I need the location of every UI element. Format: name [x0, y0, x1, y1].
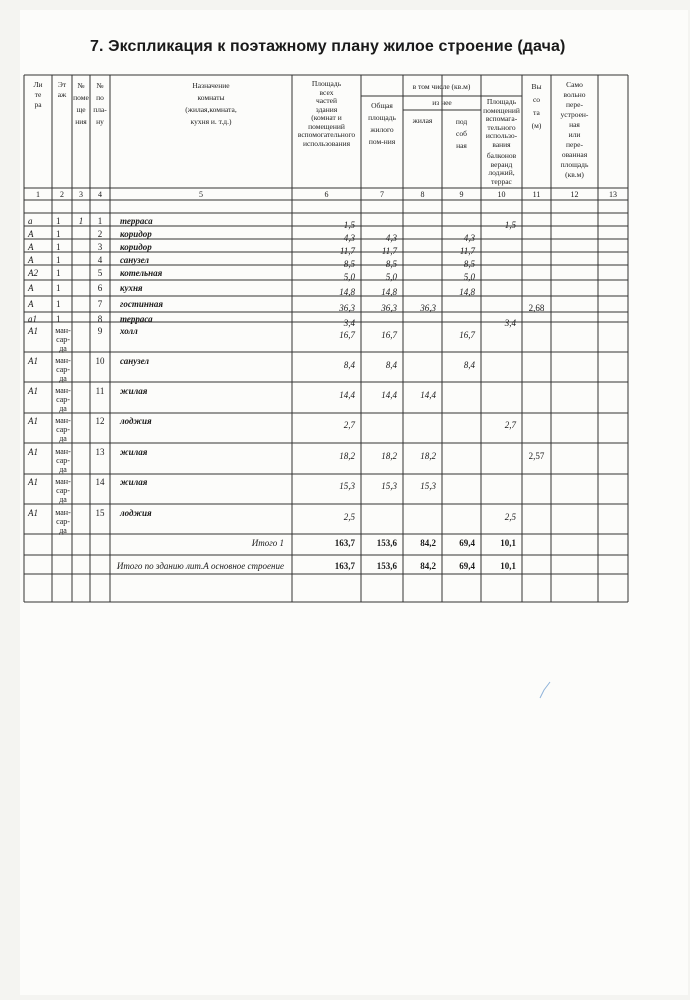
- column-number: 13: [609, 190, 617, 199]
- cell-litera: А: [28, 242, 34, 252]
- cell-podsobnaya: 8,4: [463, 360, 475, 370]
- cell-obshchaya: 15,3: [381, 481, 397, 491]
- cell-etazh-line: сар-: [56, 517, 70, 526]
- cell-etazh-line: да: [59, 526, 67, 535]
- header-ploshchad-vsekh-line: всех: [319, 87, 334, 97]
- cell-podsobnaya: 8,5: [463, 259, 475, 269]
- column-number: 9: [459, 190, 464, 199]
- cell-num: 15: [95, 508, 105, 518]
- header-samovolno-line: ованная: [561, 150, 588, 159]
- totals-obsh: 153,6: [376, 538, 397, 548]
- header-ploshchad-vsekh-line: Площадь: [311, 79, 342, 88]
- header-ploshchad-vsekh-line: здания: [315, 104, 338, 114]
- header-vspomog-line: тельного: [487, 122, 516, 132]
- cell-num: 8: [97, 314, 103, 324]
- header-naznachenie-line: (жилая,комната,: [185, 105, 237, 114]
- cell-name: жилая: [120, 386, 148, 396]
- header-samovolno-line: вольно: [563, 90, 586, 99]
- cell-obshchaya: 18,2: [381, 451, 397, 461]
- cell-litera: А1: [28, 477, 38, 487]
- cell-etazh: 1: [56, 242, 61, 252]
- cell-total: 14,8: [339, 287, 355, 297]
- cell-zhilaya: 14,4: [420, 390, 436, 400]
- header-vspomog-line: помещений: [483, 105, 520, 115]
- header-litera: [24, 80, 52, 110]
- cell-name: котельная: [120, 268, 163, 278]
- cell-litera: а: [28, 216, 33, 226]
- cell-etazh: [54, 326, 72, 353]
- totals-obsh: 153,6: [376, 561, 397, 571]
- header-samovolno: [551, 80, 598, 180]
- column-number: 5: [199, 190, 203, 199]
- cell-num: 3: [97, 242, 103, 252]
- header-pomeshch-line: ще: [76, 105, 86, 114]
- header-samovolno-line: ная: [569, 120, 580, 129]
- totals-zhil: 84,2: [420, 561, 436, 571]
- cell-num: 4: [97, 255, 103, 265]
- header-po-planu-line: по: [96, 93, 104, 102]
- totals-balk: 10,1: [500, 561, 516, 571]
- cell-balkony: 2,5: [504, 512, 516, 522]
- page-title: 7. Экспликация к поэтажному плану жилое строение (дача): [90, 38, 566, 55]
- header-ploshchad-vsekh-line: (комнат и: [311, 113, 342, 122]
- header-obshchaya-line: пом-ния: [368, 137, 396, 146]
- pen-mark: [538, 680, 552, 700]
- header-balkony: [481, 152, 522, 186]
- cell-name: холл: [120, 326, 138, 336]
- cell-etazh-line: ман-: [55, 477, 71, 486]
- totals-total: 163,7: [334, 538, 355, 548]
- header-vysota-line: со: [532, 95, 541, 104]
- header-samovolno-line: пере-: [566, 140, 583, 149]
- header-obshchaya-line: Общая: [371, 101, 393, 110]
- column-number: 8: [420, 190, 425, 199]
- cell-total: 3,4: [343, 318, 355, 328]
- cell-total: 16,7: [339, 330, 355, 340]
- cell-zhilaya: 36,3: [420, 303, 436, 313]
- cell-etazh-line: ман-: [55, 356, 71, 365]
- header-pomeshch: [72, 80, 90, 128]
- header-v-tom-chisle: в том числе (кв.м): [412, 82, 471, 91]
- cell-name: лоджия: [120, 508, 152, 518]
- cell-obshchaya: 36,3: [381, 303, 397, 313]
- cell-name: кухня: [120, 283, 143, 293]
- cell-obshchaya: 14,8: [381, 287, 397, 297]
- cell-etazh-line: сар-: [56, 365, 70, 374]
- cell-etazh-line: ман-: [55, 326, 71, 335]
- cell-etazh-line: сар-: [56, 395, 70, 404]
- cell-name: гостинная: [120, 299, 163, 309]
- cell-total: 5,0: [343, 272, 355, 282]
- column-number: 6: [324, 190, 329, 199]
- cell-podsobnaya: 14,8: [459, 287, 475, 297]
- header-obshchaya: [361, 100, 403, 148]
- cell-etazh: [54, 447, 72, 474]
- header-pomeshch-line: поме: [73, 93, 89, 102]
- cell-obshchaya: 4,3: [385, 233, 397, 243]
- cell-etazh: 1: [56, 255, 61, 265]
- header-samovolno-line: (кв.м): [565, 170, 584, 179]
- cell-num: 5: [97, 268, 103, 278]
- cell-name: жилая: [120, 477, 148, 487]
- cell-etazh: [54, 356, 72, 383]
- column-number: 2: [60, 190, 64, 199]
- cell-etazh-line: сар-: [56, 486, 70, 495]
- cell-vysota: 2,68: [528, 303, 545, 313]
- cell-total: 4,3: [343, 233, 355, 243]
- header-litera-line: ра: [34, 100, 42, 109]
- cell-balkony: 1,5: [504, 220, 516, 230]
- cell-etazh: 1: [56, 268, 61, 278]
- header-vysota-line: Вы: [531, 82, 542, 91]
- header-ploshchad-vsekh-line: частей: [315, 96, 338, 105]
- header-samovolno-line: устроен-: [560, 110, 589, 119]
- column-number: 3: [79, 190, 83, 199]
- header-vysota-line: (м): [531, 121, 542, 130]
- cell-total: 36,3: [339, 303, 355, 313]
- cell-vysota: 2,57: [528, 451, 545, 461]
- cell-etazh: 1: [56, 299, 61, 309]
- cell-name: терраса: [120, 314, 153, 324]
- totals-label: Итого 1: [251, 538, 284, 548]
- cell-etazh-line: да: [59, 344, 67, 353]
- cell-obshchaya: 8,5: [385, 259, 397, 269]
- cell-litera: А1: [28, 356, 38, 366]
- header-ploshchad-vsekh-line: помещений: [308, 121, 345, 131]
- header-vspomog: [481, 98, 522, 149]
- header-naznachenie: [140, 80, 282, 128]
- totals-zhil: 84,2: [420, 538, 436, 548]
- cell-etazh-line: ман-: [55, 447, 71, 456]
- cell-name: коридор: [120, 229, 152, 239]
- header-ploshchad-vsekh-line: использования: [302, 138, 351, 148]
- cell-obshchaya: 14,4: [381, 390, 397, 400]
- cell-name: коридор: [120, 242, 152, 252]
- cell-obshchaya: 11,7: [381, 246, 397, 256]
- cell-etazh-line: да: [59, 495, 67, 504]
- column-number: 7: [380, 190, 384, 199]
- cell-etazh-line: сар-: [56, 425, 70, 434]
- header-naznachenie-line: кухня и. т.д.): [190, 117, 232, 126]
- cell-etazh: [54, 477, 72, 504]
- totals-label: Итого по зданию лит.А основное строение: [116, 561, 284, 571]
- header-etazh: [52, 80, 72, 100]
- cell-name: санузел: [120, 255, 150, 265]
- header-samovolno-line: пере-: [566, 100, 583, 109]
- cell-balkony: 2,7: [504, 420, 516, 430]
- header-samovolno-line: площадь: [560, 160, 589, 169]
- cell-litera: А1: [28, 386, 38, 396]
- cell-litera: А: [28, 299, 34, 309]
- cell-podsobnaya: 5,0: [463, 272, 475, 282]
- totals-balk: 10,1: [500, 538, 516, 548]
- cell-litera: А: [28, 283, 34, 293]
- cell-etazh-line: сар-: [56, 335, 70, 344]
- cell-litera: А: [28, 229, 34, 239]
- header-balkony-line: веранд: [490, 159, 513, 169]
- cell-num: 12: [95, 416, 105, 426]
- header-balkony-line: террас: [491, 176, 512, 186]
- column-number: 1: [36, 190, 40, 199]
- cell-num: 1: [97, 216, 103, 226]
- cell-etazh-line: да: [59, 434, 67, 443]
- cell-etazh-line: да: [59, 374, 67, 383]
- cell-total: 18,2: [339, 451, 355, 461]
- header-obshchaya-line: площадь: [368, 113, 396, 122]
- totals-pods: 69,4: [459, 538, 475, 548]
- header-po-planu: [90, 80, 110, 128]
- totals-total: 163,7: [334, 561, 355, 571]
- cell-pomeshch: 1: [78, 216, 84, 226]
- header-vspomog-line: Площадь: [486, 97, 517, 106]
- cell-etazh: 1: [56, 229, 61, 239]
- column-number: 11: [532, 190, 541, 199]
- cell-etazh: 1: [56, 314, 61, 324]
- column-number: 10: [497, 190, 506, 199]
- header-podsobnaya-line: соб: [456, 129, 467, 138]
- cell-num: 7: [97, 299, 103, 309]
- header-naznachenie-line: Назначение: [192, 81, 230, 90]
- cell-name: лоджия: [120, 416, 152, 426]
- header-vspomog-line: использо-: [485, 131, 518, 140]
- cell-obshchaya: 8,4: [385, 360, 397, 370]
- cell-obshchaya: 5,0: [385, 272, 397, 282]
- header-pomeshch-line: ния: [75, 117, 87, 126]
- cell-zhilaya: 18,2: [420, 451, 436, 461]
- cell-total: 14,4: [339, 390, 355, 400]
- header-balkony-line: балконов: [486, 151, 517, 160]
- cell-litera: А1: [28, 508, 38, 518]
- cell-total: 8,5: [343, 259, 355, 269]
- cell-name: терраса: [120, 216, 153, 226]
- cell-total: 1,5: [343, 220, 355, 230]
- cell-litera: А2: [28, 268, 38, 278]
- cell-etazh: [54, 386, 72, 413]
- cell-total: 2,7: [343, 420, 355, 430]
- header-vspomog-line: вания: [492, 139, 511, 149]
- cell-balkony: 3,4: [504, 318, 516, 328]
- header-zhilaya: жилая: [412, 116, 433, 125]
- cell-obshchaya: 16,7: [381, 330, 397, 340]
- header-samovolno-line: Само: [566, 80, 583, 89]
- cell-num: 2: [97, 229, 103, 239]
- cell-litera: А1: [28, 447, 38, 457]
- cell-etazh-line: да: [59, 404, 67, 413]
- cell-num: 6: [97, 283, 103, 293]
- cell-total: 11,7: [339, 246, 355, 256]
- header-po-planu-line: ну: [96, 117, 104, 126]
- header-ploshchad-vsekh-line: вспомогательного: [297, 130, 356, 139]
- cell-num: 14: [95, 477, 105, 487]
- cell-etazh: [54, 416, 72, 443]
- header-podsobnaya-line: ная: [456, 141, 467, 150]
- header-po-planu-line: №: [96, 81, 104, 90]
- cell-num: 10: [95, 356, 105, 366]
- header-po-planu-line: пла-: [93, 105, 107, 114]
- header-podsobnaya-line: под: [455, 117, 468, 126]
- cell-podsobnaya: 4,3: [463, 233, 475, 243]
- cell-litera: А1: [28, 416, 38, 426]
- header-podsobnaya: [442, 116, 481, 152]
- cell-etazh-line: ман-: [55, 416, 71, 425]
- cell-podsobnaya: 11,7: [459, 246, 475, 256]
- cell-etazh-line: да: [59, 465, 67, 474]
- cell-num: 9: [97, 326, 103, 336]
- cell-litera: А1: [28, 326, 38, 336]
- cell-name: жилая: [120, 447, 148, 457]
- header-ploshchad-vsekh: [292, 80, 361, 148]
- cell-num: 11: [95, 386, 105, 396]
- header-vspomog-line: вспомага-: [485, 114, 518, 123]
- header-balkony-line: лоджий,: [488, 168, 515, 177]
- header-samovolno-line: или: [568, 130, 581, 139]
- header-pomeshch-line: №: [77, 81, 85, 90]
- header-vysota-line: та: [533, 108, 540, 117]
- header-naznachenie-line: комнаты: [197, 93, 225, 102]
- cell-etazh-line: сар-: [56, 456, 70, 465]
- header-vysota: [522, 80, 551, 132]
- header-litera-line: Ли: [33, 80, 43, 89]
- cell-total: 8,4: [343, 360, 355, 370]
- cell-zhilaya: 15,3: [420, 481, 436, 491]
- cell-etazh: [54, 508, 72, 535]
- header-iz-nee: из нее: [432, 98, 452, 107]
- cell-total: 15,3: [339, 481, 355, 491]
- cell-etazh: 1: [56, 216, 61, 226]
- cell-num: 13: [95, 447, 105, 457]
- cell-litera: а1: [28, 314, 37, 324]
- totals-pods: 69,4: [459, 561, 475, 571]
- header-etazh-line: Эт: [57, 80, 67, 89]
- cell-litera: А: [28, 255, 34, 265]
- column-number: 4: [98, 190, 102, 199]
- cell-total: 2,5: [343, 512, 355, 522]
- cell-etazh: 1: [56, 283, 61, 293]
- header-etazh-line: аж: [57, 90, 67, 99]
- header-litera-line: те: [34, 90, 42, 99]
- cell-name: санузел: [120, 356, 150, 366]
- column-number: 12: [570, 190, 579, 199]
- cell-podsobnaya: 16,7: [459, 330, 475, 340]
- header-obshchaya-line: жилого: [370, 125, 394, 134]
- cell-etazh-line: ман-: [55, 386, 71, 395]
- cell-etazh-line: ман-: [55, 508, 71, 517]
